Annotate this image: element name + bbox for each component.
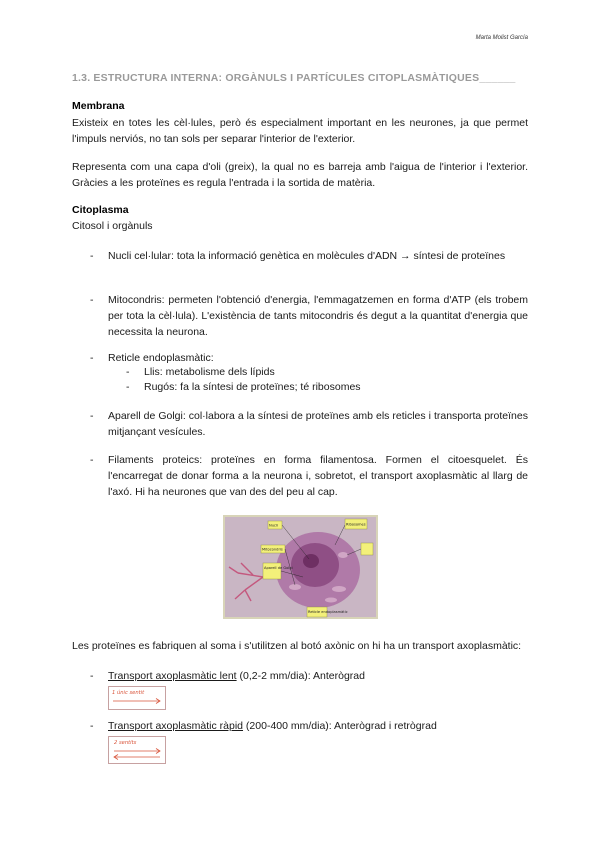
- transport-lent-detail: (0,2-2 mm/dia): Anterògrad: [236, 670, 365, 682]
- author-name: Marta Molist García: [475, 35, 528, 41]
- sub-item-rugos: [126, 379, 361, 395]
- bullet-dash: -: [90, 410, 94, 422]
- sketch-transport-lent: [108, 686, 166, 710]
- list-item-text: Filaments proteics: proteïnes en forma filamentosa. Formen el citoesquelet. És l'encarregat de donar forma a la neurona i, sobretot, el transport axoplasmàtic al llarg de l'axó. Hi ha neurones que van des del peu al cap.: [108, 454, 528, 498]
- list-item-transport-rapid: [90, 718, 528, 734]
- list-item-filaments: [90, 452, 528, 500]
- section-heading: 1.3. ESTRUCTURA INTERNA: ORGÀNULS I PARTÍCULES CITOPLASMÀTIQUES______: [72, 72, 516, 84]
- sketch-rapid-text: 2 sentits: [114, 740, 137, 746]
- citoplasma-subtitle: Citosol i orgànuls: [72, 220, 153, 232]
- figure-label-golgi: Aparell de Golgi: [264, 566, 293, 570]
- membrana-paragraph-1: Existeix en totes les cèl·lules, però és especialment important en les neurones, ja que permet l'impuls nerviós, no tan sols per separar l'interior de l'exterior.: [72, 117, 528, 145]
- bullet-dash: -: [126, 366, 130, 378]
- transport-lent-label: Transport axoplasmàtic lent: [108, 670, 237, 682]
- list-item-golgi: [90, 408, 528, 440]
- list-item-text: Nucli cel·lular: tota la informació genètica en molècules d'ADN → síntesi de proteïnes: [108, 250, 506, 262]
- sub-item-text: Llis: metabolisme dels lípids: [144, 366, 275, 378]
- list-item-text: Reticle endoplasmàtic:: [108, 352, 214, 364]
- neuron-illustration: [223, 515, 378, 619]
- figure-label-ribosomes: Ribosomes: [346, 522, 366, 527]
- transport-rapid-detail: (200-400 mm/dia): Anterògrad i retrògrad: [243, 720, 437, 732]
- bullet-dash: -: [90, 670, 94, 682]
- list-item-transport-lent: [90, 668, 528, 684]
- sketch-transport-rapid: [108, 736, 166, 764]
- list-item-text: Aparell de Golgi: col·labora a la síntesi de proteïnes amb els reticles i transporta proteïnes mitjançant vesícules.: [108, 410, 528, 438]
- transport-intro: Les proteïnes es fabriquen al soma i s'utilitzen al botó axònic on hi ha un transport axoplasmàtic:: [72, 640, 522, 652]
- bullet-dash: -: [90, 250, 94, 262]
- membrana-title: Membrana: [72, 100, 125, 112]
- bullet-dash: -: [126, 381, 130, 393]
- figure-label-reticle: Reticle endoplasmàtic: [308, 610, 348, 614]
- sub-item-llis: [126, 364, 275, 380]
- bullet-dash: -: [90, 720, 94, 732]
- citoplasma-title: Citoplasma: [72, 204, 129, 216]
- figure-label-nucli: Nucli: [269, 523, 278, 528]
- membrana-paragraph-2: Representa com una capa d'oli (greix), la qual no es barreja amb l'aigua de l'interior i l'exterior. Gràcies a les proteïnes es regula l'entrada i la sortida de matèria.: [72, 161, 528, 189]
- figure-label-mitocondris: Mitocondris: [262, 547, 283, 552]
- sketch-lent-text: 1 únic sentit: [112, 690, 145, 696]
- list-item-mitocondris: [90, 292, 528, 340]
- bullet-dash: -: [90, 294, 94, 306]
- list-item-nucli: [90, 248, 528, 264]
- transport-rapid-label: Transport axoplasmàtic ràpid: [108, 720, 244, 732]
- sub-item-text: Rugós: fa la síntesi de proteïnes; té ribosomes: [144, 381, 361, 393]
- bullet-dash: -: [90, 454, 94, 466]
- bullet-dash: -: [90, 352, 94, 364]
- list-item-text: Mitocondris: permeten l'obtenció d'energia, l'emmagatzemen en forma d'ATP (els trobem per tota la cèl·lula). L'existència de tants mitocondris és degut a la quantitat d'energia que necessita la neurona.: [108, 294, 528, 338]
